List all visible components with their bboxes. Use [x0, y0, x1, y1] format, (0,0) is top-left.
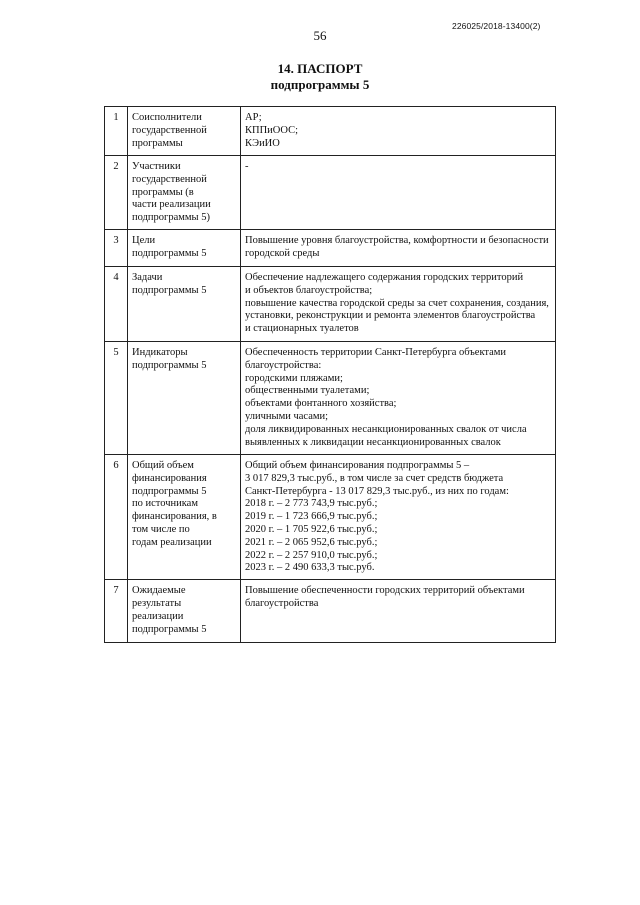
document-reference: 226025/2018-13400(2)	[452, 21, 541, 31]
row-number: 4	[105, 266, 128, 341]
value-line: Санкт-Петербурга - 13 017 829,3 тыс.руб., из них по годам:	[245, 485, 509, 497]
label-line: Участники	[132, 161, 181, 172]
value-line: благоустройства:	[245, 359, 322, 371]
table-row	[105, 229, 556, 266]
value-line: 3 017 829,3 тыс.руб., в том числе за счет средств бюджета	[245, 472, 504, 484]
row-label	[128, 156, 241, 230]
page-number: 56	[313, 28, 327, 43]
label-line: Общий объем	[132, 459, 194, 471]
label-line: Соисполнители	[132, 112, 202, 123]
label-line: финансирования, в	[132, 511, 217, 523]
label-line: Задачи	[132, 271, 163, 283]
row-value	[241, 454, 556, 579]
value-line: и стационарных туалетов	[245, 323, 359, 335]
value-line: Обеспеченность территории Санкт-Петербурга объектами	[245, 346, 507, 358]
document-title	[0, 61, 640, 93]
row-value	[241, 580, 556, 643]
value-line: Повышение уровня благоустройства, комфортности и безопасности	[245, 234, 549, 246]
value-line: общественными туалетами;	[245, 385, 370, 397]
value-line: -	[245, 161, 249, 172]
label-line: по источникам	[132, 498, 198, 510]
label-line: Ожидаемые	[132, 585, 186, 597]
label-line: государственной	[132, 124, 207, 136]
label-line: программы (в	[132, 186, 194, 198]
label-line: годам реализации	[132, 536, 212, 548]
row-label	[128, 229, 241, 266]
label-line: финансирования	[132, 472, 207, 484]
value-line: городскими пляжами;	[245, 372, 343, 384]
row-label	[128, 580, 241, 643]
label-line: государственной	[132, 173, 207, 185]
value-line: доля ликвидированных несанкционированных свалок от числа	[245, 423, 527, 435]
label-line: Цели	[132, 234, 156, 246]
label-line: подпрограммы 5	[132, 485, 207, 497]
row-number: 6	[105, 454, 128, 579]
value-line: 2022 г. – 2 257 910,0 тыс.руб.;	[245, 549, 378, 561]
table-row	[105, 454, 556, 579]
row-value	[241, 341, 556, 454]
value-line: городской среды	[245, 247, 320, 259]
passport-table	[104, 106, 556, 643]
value-line: выявленных к ликвидации несанкционированных свалок	[245, 436, 501, 448]
table-row	[105, 580, 556, 643]
value-line: 2020 г. – 1 705 922,6 тыс.руб.;	[245, 523, 378, 535]
table-row	[105, 107, 556, 156]
value-line: 2023 г. – 2 490 633,3 тыс.руб.	[245, 562, 375, 574]
title-line-2: подпрограммы 5	[270, 77, 370, 92]
row-label	[128, 341, 241, 454]
value-line: 2021 г. – 2 065 952,6 тыс.руб.;	[245, 536, 378, 548]
value-line: 2019 г. – 1 723 666,9 тыс.руб.;	[245, 511, 378, 523]
label-line: программы	[132, 137, 183, 149]
row-label	[128, 266, 241, 341]
table-row	[105, 341, 556, 454]
value-line: КЭиИО	[245, 137, 280, 149]
row-number: 2	[105, 156, 128, 230]
row-number: 7	[105, 580, 128, 643]
row-number: 5	[105, 341, 128, 454]
value-line: КППиООС;	[245, 124, 299, 136]
value-line: повышение качества городской среды за счет сохранения, создания,	[245, 297, 549, 309]
label-line: части реализации	[132, 199, 211, 211]
value-line: установки, реконструкции и ремонта элементов благоустройства	[245, 310, 536, 322]
row-number: 1	[105, 107, 128, 156]
label-line: подпрограммы 5	[132, 247, 207, 259]
label-line: том числе по	[132, 523, 190, 535]
value-line: благоустройства	[245, 597, 319, 609]
row-value	[241, 156, 556, 230]
value-line: и объектов благоустройства;	[245, 284, 373, 296]
label-line: подпрограммы 5)	[132, 212, 210, 224]
value-line: Обеспечение надлежащего содержания городских территорий	[245, 271, 524, 283]
value-line: Общий объем финансирования подпрограммы 5 –	[245, 459, 470, 471]
row-value	[241, 266, 556, 341]
row-number: 3	[105, 229, 128, 266]
value-line: уличными часами;	[245, 410, 329, 422]
row-value	[241, 229, 556, 266]
label-line: подпрограммы 5	[132, 623, 207, 635]
title-line-1: 14. ПАСПОРТ	[277, 61, 363, 76]
row-label	[128, 454, 241, 579]
label-line: подпрограммы 5	[132, 284, 207, 296]
label-line: реализации	[132, 610, 184, 622]
label-line: подпрограммы 5	[132, 359, 207, 371]
table-row	[105, 266, 556, 341]
row-value	[241, 107, 556, 156]
value-line: АР;	[245, 112, 262, 123]
value-line: объектами фонтанного хозяйства;	[245, 398, 397, 410]
value-line: 2018 г. – 2 773 743,9 тыс.руб.;	[245, 498, 378, 510]
label-line: Индикаторы	[132, 346, 188, 358]
label-line: результаты	[132, 597, 182, 609]
row-label	[128, 107, 241, 156]
table-row	[105, 156, 556, 230]
passport-table-body	[105, 107, 556, 643]
value-line: Повышение обеспеченности городских территорий объектами	[245, 585, 525, 597]
